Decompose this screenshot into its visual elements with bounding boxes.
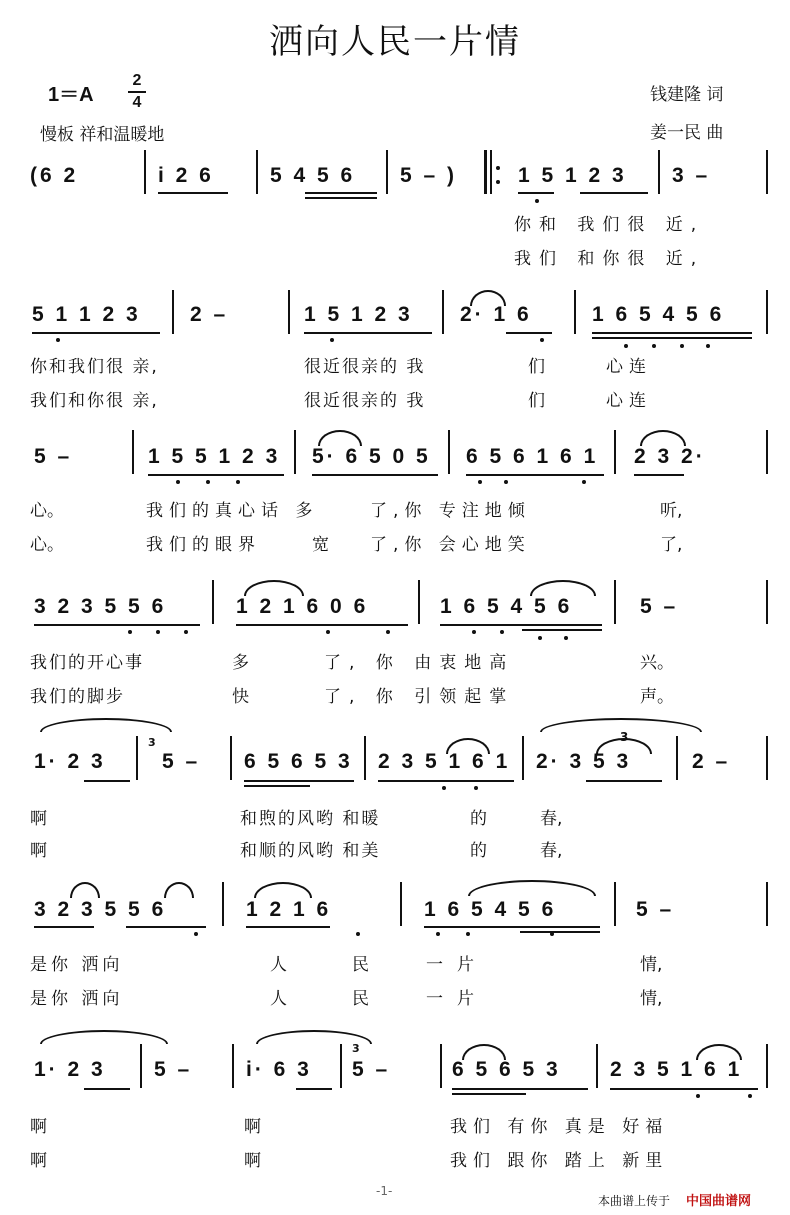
lyric-line-2: 声。	[640, 687, 674, 707]
site-logo: 中国曲谱网	[686, 1194, 752, 1209]
measure: 5 –	[162, 750, 201, 773]
key-signature: 1＝A	[48, 84, 94, 106]
lyric-line-1: 我们的开心事	[30, 653, 144, 673]
measure: 5 –	[154, 1058, 193, 1081]
lyric-line-1: 的	[470, 809, 487, 829]
measure: 5· 6 5 0 5	[312, 445, 431, 468]
measure: 3 2 3 5 5 6	[34, 898, 167, 921]
grace-note: 3	[148, 736, 156, 749]
measure: 5 4 5 6	[270, 164, 356, 187]
lyric-line-1: 们	[528, 357, 545, 377]
measure: 1 5 1 2 3	[304, 303, 413, 326]
measure: 2 3 5 1 6 1	[378, 750, 511, 773]
time-signature	[128, 72, 146, 112]
page-number: -1-	[376, 1184, 393, 1198]
lyric-line-1: 人	[270, 955, 287, 975]
lyric-line-2: 了, 你 引领起掌	[324, 687, 515, 707]
score-row-6	[0, 898, 790, 928]
lyric-line-2: 我们的脚步	[30, 687, 125, 707]
score-row-5	[0, 750, 790, 780]
measure: 1· 2 3	[34, 1058, 106, 1081]
measure: 1 5 5 1 2 3	[148, 445, 281, 468]
measure: 2 3 5 1 6 1	[610, 1058, 743, 1081]
lyric-line-1: 很近很亲的 我	[304, 357, 426, 377]
lyric-line-2: 心。	[30, 535, 64, 555]
lyric-line-1: 我们 有你 真是 好福	[450, 1117, 669, 1137]
grace-note: 3	[352, 1042, 360, 1055]
lyric-line-2: 啊	[244, 1151, 261, 1171]
lyric-line-1: 啊	[30, 809, 47, 829]
measure: 5 –	[352, 1058, 391, 1081]
lyric-line-1: 你和 我们很 近,	[514, 215, 705, 235]
lyric-line-1: 我们的真心话 多	[146, 501, 319, 521]
lyric-line-2: 民	[352, 989, 369, 1009]
time-bottom: 4	[132, 94, 142, 111]
lyric-line-1: 一片	[426, 955, 488, 975]
lyric-line-2: 是你 洒向	[30, 989, 124, 1009]
lyric-line-1: 是你 洒向	[30, 955, 124, 975]
lyric-line-1: 啊	[244, 1117, 261, 1137]
lyric-line-2: 我们的眼界	[146, 535, 261, 555]
score-title: 洒向人民一片情	[269, 22, 521, 62]
lyric-line-2: 了,你 会心地笑	[370, 535, 531, 555]
measure: 6 5 6 1 6 1	[466, 445, 599, 468]
lyric-line-1: 啊	[30, 1117, 47, 1137]
triplet-mark: 3	[620, 730, 629, 744]
tempo-marking: 慢板 祥和温暖地	[40, 125, 165, 145]
measure: 2· 3 5 3	[536, 750, 632, 773]
measure: 5 –	[640, 595, 679, 618]
measure: 2 –	[190, 303, 229, 326]
measure: 1· 2 3	[34, 750, 106, 773]
lyric-line-1: 听,	[660, 501, 683, 521]
measure: 6 5 6 5 3	[452, 1058, 561, 1081]
lyric-line-1: 情,	[640, 955, 663, 975]
lyricist-credit: 钱建隆 词	[650, 85, 724, 105]
measure: 1 2 1 6	[246, 898, 332, 921]
lyric-line-1: 了,你 专注地倾	[370, 501, 531, 521]
lyric-line-2: 情,	[640, 989, 663, 1009]
measure: 1 2 1 6 0 6	[236, 595, 369, 618]
lyric-line-2: 了,	[660, 535, 683, 555]
measure: 1 6 5 4 5 6	[424, 898, 557, 921]
lyric-line-1: 民	[352, 955, 369, 975]
lyric-line-2: 春,	[540, 841, 563, 861]
score-row-1	[0, 164, 790, 194]
lyric-line-1: 心。	[30, 501, 64, 521]
measure: 5 –	[34, 445, 73, 468]
lyric-line-2: 心连	[606, 391, 652, 411]
lyric-line-2: 我们 和你很 近,	[514, 249, 705, 269]
measure: 2· 1 6	[460, 303, 532, 326]
score-row-4	[0, 595, 790, 625]
lyric-line-1: 你和我们很 亲,	[30, 357, 159, 377]
lyric-line-2: 的	[470, 841, 487, 861]
measure: 3 –	[672, 164, 711, 187]
lyric-line-2: 一片	[426, 989, 488, 1009]
measure: 5 –	[636, 898, 675, 921]
score-row-2	[0, 303, 790, 333]
measure: (6 2	[30, 164, 79, 187]
score-row-3	[0, 445, 790, 475]
measure: i· 6 3	[246, 1058, 312, 1081]
lyric-line-2: 啊	[30, 841, 47, 861]
upload-note: 本曲谱上传于	[598, 1194, 671, 1208]
lyric-line-1: 兴。	[640, 653, 674, 673]
lyric-line-2: 快	[232, 687, 249, 707]
lyric-line-2: 人	[270, 989, 287, 1009]
lyric-line-2: 我们和你很 亲,	[30, 391, 159, 411]
measure: 2 3 2·	[634, 445, 706, 468]
measure: 1 5 1 2 3	[518, 164, 627, 187]
lyric-line-2: 宽	[312, 535, 329, 555]
measure: 5 – )	[400, 164, 458, 187]
lyric-line-1: 春,	[540, 809, 563, 829]
measure: 3 2 3 5 5 6	[34, 595, 167, 618]
lyric-line-1: 多	[232, 653, 249, 673]
lyric-line-1: 和煦的风哟 和暖	[240, 809, 381, 829]
measure: 1 6 5 4 5 6	[440, 595, 573, 618]
lyric-line-2: 和顺的风哟 和美	[240, 841, 381, 861]
measure: i 2 6	[158, 164, 214, 187]
lyric-line-2: 啊	[30, 1151, 47, 1171]
measure: 1 6 5 4 5 6	[592, 303, 725, 326]
lyric-line-2: 们	[528, 391, 545, 411]
lyric-line-1: 心连	[606, 357, 652, 377]
lyric-line-1: 了, 你 由衷地高	[324, 653, 515, 673]
lyric-line-2: 很近很亲的 我	[304, 391, 426, 411]
measure: 2 –	[692, 750, 731, 773]
composer-credit: 姜一民 曲	[650, 123, 724, 143]
measure: 5 1 1 2 3	[32, 303, 141, 326]
time-top: 2	[132, 72, 142, 89]
score-row-7	[0, 1058, 790, 1088]
lyric-line-2: 我们 跟你 踏上 新里	[450, 1151, 669, 1171]
measure: 6 5 6 5 3	[244, 750, 353, 773]
